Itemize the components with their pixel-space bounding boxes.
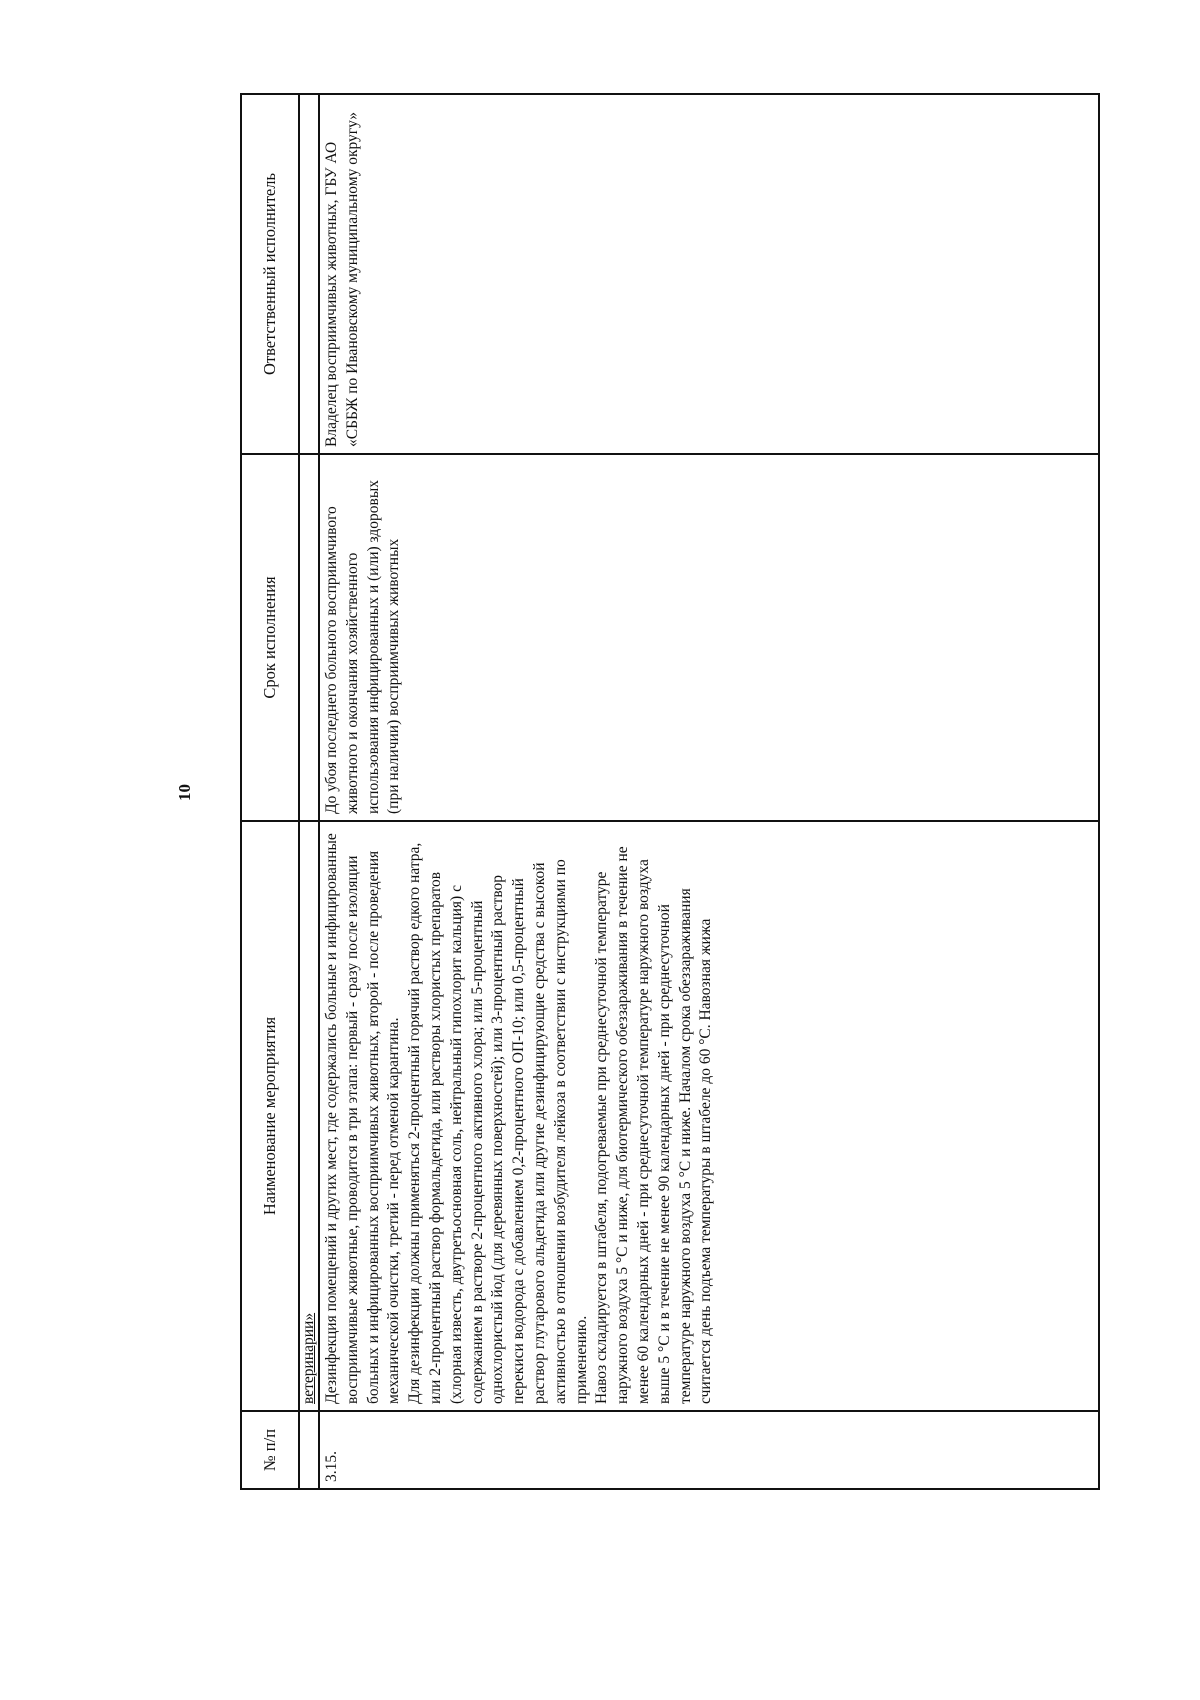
header-event-name: Наименование мероприятия [241,821,299,1411]
event-paragraph-2: Для дезинфекции должны применяться 2-процентный горячий раствор едкого натра, или 2-процентный раствор формальдегида, или растворы хлористых препаратов (хлорная известь, двутретьосновная соль, нейтральный гипохлорит кальция) с содержанием в растворе 2-процентного активного хлора; или 5-процентный однохлористый йод (для деревянных поверхностей); или 3-процентный раствор перекиси водорода с добавлением 0,2-процентного ОП-10; или 0,5-процентный раствор глутарового альдегида или другие дезинфицирующие средства с высокой активностью в отношении возбудителя лейкоза в соответствии с инструкциями по применению. [406,842,590,1404]
header-number: № п/п [241,1411,299,1489]
continuation-text: ветеринарии» [299,821,319,1411]
measures-table [240,93,1100,1490]
header-responsible: Ответственный исполнитель [241,94,299,454]
event-paragraph-3: Навоз складируется в штабеля, подогреваемые при среднесуточной температуре наружного воздуха 5 °С и ниже, для биотермического обеззараживания в течение не менее 60 календарных дней - при среднесуточной температуре наружного воздуха выше 5 °С и в течение не менее 90 календарных дней - при среднесуточной температуре наружного воздуха 5 °С и ниже. Началом срока обеззараживания считается день подъема температуры в штабеле до 60 °С. Навозная жижа [593,846,715,1404]
continuation-number-cell [299,1411,319,1489]
event-paragraph-1: Дезинфекция помещений и других мест, где содержались больные и инфицированные восприимчивые животные, проводится в три этапа: первый - сразу после изоляции больных и инфицированных восприимчивых животных, второй - после проведения механической очистки, третий - перед отменой карантина. [323,833,403,1404]
continuation-row [299,94,319,1489]
header-deadline: Срок исполнения [241,454,299,821]
responsible-text: Владелец восприимчивых животных, ГБУ АО «СББЖ по Ивановскому муниципальному округу» [319,94,1099,454]
rotated-page-content [175,95,1135,1490]
table-row [319,94,1099,1489]
event-description [319,821,1099,1411]
table-header-row [241,94,299,1489]
row-number: 3.15. [319,1411,1099,1489]
page-number: 10 [175,784,194,801]
continuation-responsible-cell [299,94,319,454]
continuation-deadline-cell [299,454,319,821]
deadline-text: До убоя последнего больного восприимчивого животного и окончания хозяйственного использования инфицированных и (или) здоровых (при наличии) восприимчивых животных [319,454,1099,821]
